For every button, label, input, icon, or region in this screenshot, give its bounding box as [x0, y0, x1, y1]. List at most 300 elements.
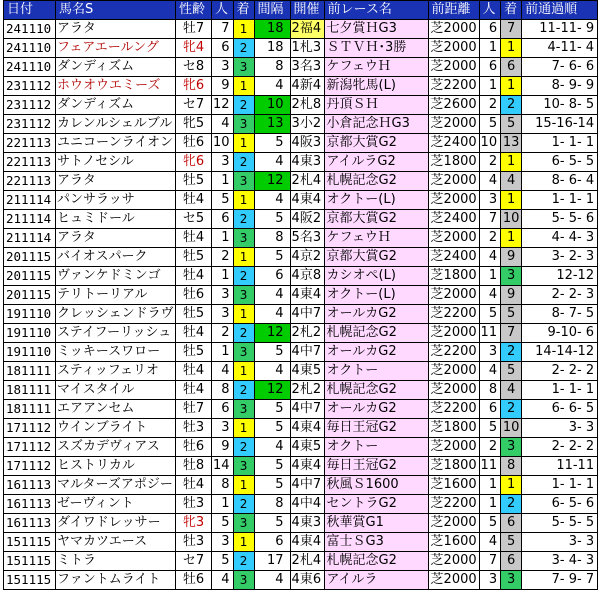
horse-name-cell: ヒストリカル: [56, 457, 176, 476]
header-prev-popularity: 人: [479, 1, 501, 20]
sex-age-cell: 牡3: [176, 533, 212, 552]
popularity-cell: 4: [212, 571, 234, 590]
horse-name-cell: フェアエールング: [56, 39, 176, 58]
prev-finish-cell: 10: [501, 210, 522, 229]
header-prev-race: 前レース名: [324, 1, 428, 20]
prev-finish-cell: 1: [501, 476, 522, 495]
horse-name-cell: マルターズアポジー: [56, 476, 176, 495]
finish-cell: 3: [233, 58, 254, 77]
table-row: [4, 153, 598, 172]
prev-passing-cell: 3- 2- 3: [522, 248, 598, 267]
finish-cell: 2: [233, 552, 254, 571]
prev-finish-cell: 7: [501, 324, 522, 343]
prev-passing-cell: 8- 9- 9: [522, 77, 598, 96]
sex-age-cell: 牡7: [176, 20, 212, 39]
finish-cell: 2: [233, 96, 254, 115]
horse-name-cell: ファントムライト: [56, 571, 176, 590]
finish-cell: 1: [233, 248, 254, 267]
prev-popularity-cell: 5: [479, 305, 501, 324]
prev-passing-cell: 3- 3: [522, 533, 598, 552]
popularity-cell: 3: [212, 533, 234, 552]
interval-cell: 6: [254, 267, 290, 286]
date-cell: 191110: [4, 324, 56, 343]
interval-cell: 4: [254, 362, 290, 381]
date-cell: 161113: [4, 476, 56, 495]
prev-passing-cell: 1- 1- 1: [522, 381, 598, 400]
popularity-cell: 1: [212, 343, 234, 362]
finish-cell: 1: [233, 305, 254, 324]
prev-passing-cell: 1- 1- 1: [522, 134, 598, 153]
prev-finish-cell: 3: [501, 267, 522, 286]
header-prev-finish: 着: [501, 1, 522, 20]
prev-passing-cell: 6- 5- 6: [522, 495, 598, 514]
prev-race-cell: 丹頂ＳＨ: [324, 96, 428, 115]
interval-cell: 5: [254, 419, 290, 438]
prev-finish-cell: 1: [501, 191, 522, 210]
table-row: [4, 514, 598, 533]
prev-finish-cell: 9: [501, 248, 522, 267]
header-horse: 馬名S: [56, 1, 176, 20]
popularity-cell: 3: [212, 419, 234, 438]
prev-popularity-cell: 4: [479, 533, 501, 552]
table-row: [4, 20, 598, 39]
date-cell: 161113: [4, 514, 56, 533]
horse-name-cell: スティッフェリオ: [56, 362, 176, 381]
horse-name-cell: エアアンセム: [56, 400, 176, 419]
interval-cell: 12: [254, 324, 290, 343]
horse-name-cell: ユニコーンライオン: [56, 134, 176, 153]
date-cell: 191110: [4, 305, 56, 324]
prev-finish-cell: 1: [501, 229, 522, 248]
sex-age-cell: 牡6: [176, 438, 212, 457]
sex-age-cell: 牡6: [176, 286, 212, 305]
horse-name-cell: ウインブライト: [56, 419, 176, 438]
horse-name-cell: ヤマカツエース: [56, 533, 176, 552]
venue-cell: 4東3: [290, 514, 324, 533]
finish-cell: 2: [233, 39, 254, 58]
date-cell: 231112: [4, 77, 56, 96]
prev-finish-cell: 1: [501, 153, 522, 172]
sex-age-cell: 牝6: [176, 153, 212, 172]
table-row: [4, 400, 598, 419]
finish-cell: 1: [233, 134, 254, 153]
sex-age-cell: セ5: [176, 210, 212, 229]
prev-passing-cell: 3- 3: [522, 419, 598, 438]
interval-cell: 8: [254, 495, 290, 514]
interval-cell: 6: [254, 533, 290, 552]
horse-name-cell: アラタ: [56, 20, 176, 39]
prev-finish-cell: 2: [501, 400, 522, 419]
venue-cell: 4東4: [290, 457, 324, 476]
prev-passing-cell: 8- 6- 4: [522, 172, 598, 191]
prev-passing-cell: 12-12: [522, 267, 598, 286]
popularity-cell: 3: [212, 286, 234, 305]
table-row: [4, 39, 598, 58]
date-cell: 171112: [4, 438, 56, 457]
venue-cell: 5名3: [290, 229, 324, 248]
interval-cell: 5: [254, 210, 290, 229]
prev-popularity-cell: 2: [479, 96, 501, 115]
finish-cell: 2: [233, 324, 254, 343]
finish-cell: 1: [233, 419, 254, 438]
prev-popularity-cell: 7: [479, 210, 501, 229]
venue-cell: 4東4: [290, 419, 324, 438]
prev-passing-cell: 7- 6- 6: [522, 58, 598, 77]
venue-cell: 4阪3: [290, 134, 324, 153]
prev-finish-cell: 1: [501, 39, 522, 58]
prev-finish-cell: 2: [501, 495, 522, 514]
finish-cell: 1: [233, 362, 254, 381]
finish-cell: 1: [233, 191, 254, 210]
horse-name-cell: ホウオウエミーズ: [56, 77, 176, 96]
sex-age-cell: 牡7: [176, 400, 212, 419]
sex-age-cell: 牡4: [176, 229, 212, 248]
prev-race-cell: 札幌記念G2: [324, 552, 428, 571]
date-cell: 171112: [4, 457, 56, 476]
sex-age-cell: 牡4: [176, 191, 212, 210]
prev-race-cell: アイルラ: [324, 571, 428, 590]
interval-cell: 18: [254, 20, 290, 39]
table-row: [4, 495, 598, 514]
horse-name-cell: アラタ: [56, 229, 176, 248]
sex-age-cell: 牡4: [176, 362, 212, 381]
table-row: [4, 96, 598, 115]
prev-finish-cell: 3: [501, 571, 522, 590]
sex-age-cell: 牝5: [176, 115, 212, 134]
popularity-cell: 3: [212, 58, 234, 77]
prev-race-cell: 毎日王冠G2: [324, 457, 428, 476]
prev-finish-cell: 10: [501, 419, 522, 438]
interval-cell: 5: [254, 514, 290, 533]
prev-distance-cell: 芝2000: [428, 191, 479, 210]
finish-cell: 2: [233, 495, 254, 514]
prev-popularity-cell: 1: [479, 476, 501, 495]
prev-distance-cell: 芝2000: [428, 20, 479, 39]
prev-distance-cell: 芝2000: [428, 115, 479, 134]
prev-distance-cell: 芝2000: [428, 362, 479, 381]
horse-name-cell: クレッシェンドラヴ: [56, 305, 176, 324]
venue-cell: 2札2: [290, 381, 324, 400]
prev-race-cell: 毎日王冠G2: [324, 419, 428, 438]
prev-distance-cell: 芝2400: [428, 248, 479, 267]
interval-cell: 12: [254, 172, 290, 191]
table-row: [4, 533, 598, 552]
date-cell: 211114: [4, 229, 56, 248]
header-venue: 開催: [290, 1, 324, 20]
venue-cell: 4中7: [290, 400, 324, 419]
sex-age-cell: 牡5: [176, 343, 212, 362]
prev-finish-cell: 6: [501, 58, 522, 77]
venue-cell: 1札3: [290, 39, 324, 58]
prev-popularity-cell: 4: [479, 248, 501, 267]
prev-popularity-cell: 2: [479, 153, 501, 172]
horse-name-cell: ヒュミドール: [56, 210, 176, 229]
prev-distance-cell: 芝2200: [428, 400, 479, 419]
prev-finish-cell: 8: [501, 457, 522, 476]
date-cell: 181111: [4, 400, 56, 419]
table-row: [4, 286, 598, 305]
interval-cell: 4: [254, 571, 290, 590]
venue-cell: 4京8: [290, 267, 324, 286]
prev-passing-cell: 15-16-14: [522, 115, 598, 134]
prev-popularity-cell: 11: [479, 324, 501, 343]
venue-cell: 2札4: [290, 552, 324, 571]
table-row: [4, 210, 598, 229]
prev-race-cell: セントラG2: [324, 495, 428, 514]
prev-race-cell: ＳＴＶＨ･3勝: [324, 39, 428, 58]
table-row: [4, 115, 598, 134]
popularity-cell: 4: [212, 115, 234, 134]
prev-distance-cell: 芝2000: [428, 552, 479, 571]
horse-name-cell: サトノセシル: [56, 153, 176, 172]
prev-popularity-cell: 1: [479, 39, 501, 58]
popularity-cell: 5: [212, 191, 234, 210]
table-body: [4, 20, 598, 590]
prev-race-cell: 新潟牝馬(L): [324, 77, 428, 96]
prev-passing-cell: 11-11: [522, 457, 598, 476]
horse-name-cell: パンサラッサ: [56, 191, 176, 210]
popularity-cell: 1: [212, 229, 234, 248]
venue-cell: 4東4: [290, 191, 324, 210]
prev-finish-cell: 9: [501, 286, 522, 305]
table-row: [4, 419, 598, 438]
interval-cell: 5: [254, 134, 290, 153]
finish-cell: 3: [233, 115, 254, 134]
prev-passing-cell: 2- 2- 2: [522, 438, 598, 457]
date-cell: 221113: [4, 134, 56, 153]
prev-distance-cell: 芝2200: [428, 495, 479, 514]
prev-passing-cell: 9-10- 6: [522, 324, 598, 343]
sex-age-cell: 牡5: [176, 172, 212, 191]
header-popularity: 人: [212, 1, 234, 20]
prev-finish-cell: 7: [501, 20, 522, 39]
prev-popularity-cell: 3: [479, 571, 501, 590]
prev-popularity-cell: 5: [479, 514, 501, 533]
header-interval: 間隔: [254, 1, 290, 20]
prev-distance-cell: 芝2000: [428, 286, 479, 305]
prev-popularity-cell: 3: [479, 191, 501, 210]
table-row: [4, 267, 598, 286]
finish-cell: 3: [233, 286, 254, 305]
prev-race-cell: 七夕賞ＨG3: [324, 20, 428, 39]
table-row: [4, 552, 598, 571]
popularity-cell: 7: [212, 20, 234, 39]
prev-passing-cell: 11-11- 9: [522, 20, 598, 39]
finish-cell: 2: [233, 153, 254, 172]
interval-cell: 18: [254, 39, 290, 58]
horse-name-cell: ステイフーリッシュ: [56, 324, 176, 343]
interval-cell: 5: [254, 400, 290, 419]
popularity-cell: 14: [212, 457, 234, 476]
prev-popularity-cell: 5: [479, 115, 501, 134]
prev-distance-cell: 芝2400: [428, 134, 479, 153]
prev-race-cell: ケフェウＨ: [324, 58, 428, 77]
prev-race-cell: 京都大賞G2: [324, 248, 428, 267]
prev-distance-cell: 芝2000: [428, 229, 479, 248]
venue-cell: 3名3: [290, 58, 324, 77]
finish-cell: 1: [233, 77, 254, 96]
interval-cell: 17: [254, 552, 290, 571]
horse-name-cell: ダンディズム: [56, 58, 176, 77]
prev-popularity-cell: 8: [479, 381, 501, 400]
prev-race-cell: オクトー(L): [324, 286, 428, 305]
finish-cell: 2: [233, 210, 254, 229]
popularity-cell: 3: [212, 153, 234, 172]
prev-distance-cell: 芝2000: [428, 381, 479, 400]
popularity-cell: 3: [212, 305, 234, 324]
popularity-cell: 2: [212, 324, 234, 343]
prev-distance-cell: 芝1600: [428, 533, 479, 552]
prev-passing-cell: 7- 9- 7: [522, 571, 598, 590]
venue-cell: 4阪2: [290, 210, 324, 229]
prev-distance-cell: 芝1800: [428, 267, 479, 286]
prev-race-cell: 富士ＳG3: [324, 533, 428, 552]
sex-age-cell: 牡3: [176, 495, 212, 514]
sex-age-cell: 牝3: [176, 514, 212, 533]
prev-distance-cell: 芝2000: [428, 172, 479, 191]
popularity-cell: 6: [212, 39, 234, 58]
prev-distance-cell: 芝2200: [428, 343, 479, 362]
horse-name-cell: カレンルシェルブル: [56, 115, 176, 134]
finish-cell: 3: [233, 400, 254, 419]
prev-distance-cell: 芝2000: [428, 324, 479, 343]
header-date: 日付: [4, 1, 56, 20]
table-row: [4, 172, 598, 191]
venue-cell: 4東4: [290, 533, 324, 552]
prev-passing-cell: 6- 6- 5: [522, 400, 598, 419]
prev-distance-cell: 芝2000: [428, 39, 479, 58]
table-row: [4, 438, 598, 457]
date-cell: 181111: [4, 362, 56, 381]
horse-name-cell: ヴァンケドミンゴ: [56, 267, 176, 286]
date-cell: 221113: [4, 172, 56, 191]
race-history-table: [3, 0, 598, 590]
prev-finish-cell: 4: [501, 172, 522, 191]
prev-distance-cell: 芝1800: [428, 457, 479, 476]
date-cell: 151115: [4, 533, 56, 552]
sex-age-cell: セ7: [176, 96, 212, 115]
finish-cell: 1: [233, 533, 254, 552]
sex-age-cell: 牡5: [176, 248, 212, 267]
sex-age-cell: 牡4: [176, 267, 212, 286]
venue-cell: 2札8: [290, 96, 324, 115]
popularity-cell: 10: [212, 134, 234, 153]
prev-race-cell: ケフェウＨ: [324, 229, 428, 248]
header-prev-passing: 前通過順: [522, 1, 598, 20]
finish-cell: 3: [233, 457, 254, 476]
finish-cell: 3: [233, 172, 254, 191]
prev-distance-cell: 芝1600: [428, 476, 479, 495]
sex-age-cell: セ7: [176, 552, 212, 571]
prev-race-cell: 札幌記念G2: [324, 381, 428, 400]
finish-cell: 2: [233, 438, 254, 457]
interval-cell: 8: [254, 58, 290, 77]
prev-race-cell: 札幌記念G2: [324, 324, 428, 343]
prev-distance-cell: 芝2600: [428, 96, 479, 115]
venue-cell: 4中4: [290, 495, 324, 514]
prev-race-cell: オールカG2: [324, 305, 428, 324]
prev-popularity-cell: 11: [479, 457, 501, 476]
prev-race-cell: オクトー: [324, 362, 428, 381]
venue-cell: 4東4: [290, 286, 324, 305]
header-prev-distance: 前距離: [428, 1, 479, 20]
finish-cell: 1: [233, 20, 254, 39]
interval-cell: 5: [254, 343, 290, 362]
table-row: [4, 77, 598, 96]
prev-finish-cell: 6: [501, 552, 522, 571]
prev-popularity-cell: 1: [479, 77, 501, 96]
prev-race-cell: 小倉記念ＨG3: [324, 115, 428, 134]
popularity-cell: 1: [212, 267, 234, 286]
interval-cell: 4: [254, 77, 290, 96]
interval-cell: 4: [254, 191, 290, 210]
prev-passing-cell: 4-11- 4: [522, 39, 598, 58]
finish-cell: 3: [233, 343, 254, 362]
prev-race-cell: 秋華賞G1: [324, 514, 428, 533]
prev-distance-cell: 芝2200: [428, 305, 479, 324]
prev-race-cell: 京都大賞G2: [324, 210, 428, 229]
prev-distance-cell: 芝2000: [428, 514, 479, 533]
interval-cell: 13: [254, 115, 290, 134]
date-cell: 201115: [4, 286, 56, 305]
venue-cell: 4東6: [290, 571, 324, 590]
prev-popularity-cell: 5: [479, 419, 501, 438]
table-row: [4, 58, 598, 77]
prev-passing-cell: 6- 5- 5: [522, 153, 598, 172]
horse-name-cell: ミッキースワロー: [56, 343, 176, 362]
prev-finish-cell: 6: [501, 514, 522, 533]
sex-age-cell: 牡3: [176, 419, 212, 438]
table-row: [4, 191, 598, 210]
popularity-cell: 12: [212, 96, 234, 115]
prev-distance-cell: 芝1800: [428, 419, 479, 438]
table-row: [4, 134, 598, 153]
prev-popularity-cell: 4: [479, 286, 501, 305]
date-cell: 241110: [4, 20, 56, 39]
prev-popularity-cell: 1: [479, 267, 501, 286]
prev-finish-cell: 5: [501, 362, 522, 381]
prev-distance-cell: 芝2400: [428, 210, 479, 229]
prev-popularity-cell: 6: [479, 400, 501, 419]
horse-name-cell: ミトラ: [56, 552, 176, 571]
prev-finish-cell: 1: [501, 77, 522, 96]
date-cell: 161113: [4, 495, 56, 514]
prev-passing-cell: 1- 1- 1: [522, 191, 598, 210]
prev-popularity-cell: 6: [479, 20, 501, 39]
prev-popularity-cell: 7: [479, 552, 501, 571]
sex-age-cell: 牡4: [176, 324, 212, 343]
prev-race-cell: アイルラG2: [324, 153, 428, 172]
date-cell: 201115: [4, 267, 56, 286]
prev-race-cell: 秋風Ｓ1600: [324, 476, 428, 495]
prev-popularity-cell: 2: [479, 229, 501, 248]
prev-distance-cell: 芝2000: [428, 438, 479, 457]
prev-passing-cell: 14-14-12: [522, 343, 598, 362]
popularity-cell: 2: [212, 248, 234, 267]
venue-cell: 3小2: [290, 115, 324, 134]
prev-finish-cell: 5: [501, 115, 522, 134]
date-cell: 241110: [4, 39, 56, 58]
prev-race-cell: オールカG2: [324, 400, 428, 419]
date-cell: 181111: [4, 381, 56, 400]
venue-cell: 4京2: [290, 248, 324, 267]
popularity-cell: 6: [212, 400, 234, 419]
sex-age-cell: 牡4: [176, 476, 212, 495]
finish-cell: 2: [233, 381, 254, 400]
prev-passing-cell: 8- 7- 5: [522, 305, 598, 324]
horse-name-cell: ダンディズム: [56, 96, 176, 115]
popularity-cell: 4: [212, 362, 234, 381]
